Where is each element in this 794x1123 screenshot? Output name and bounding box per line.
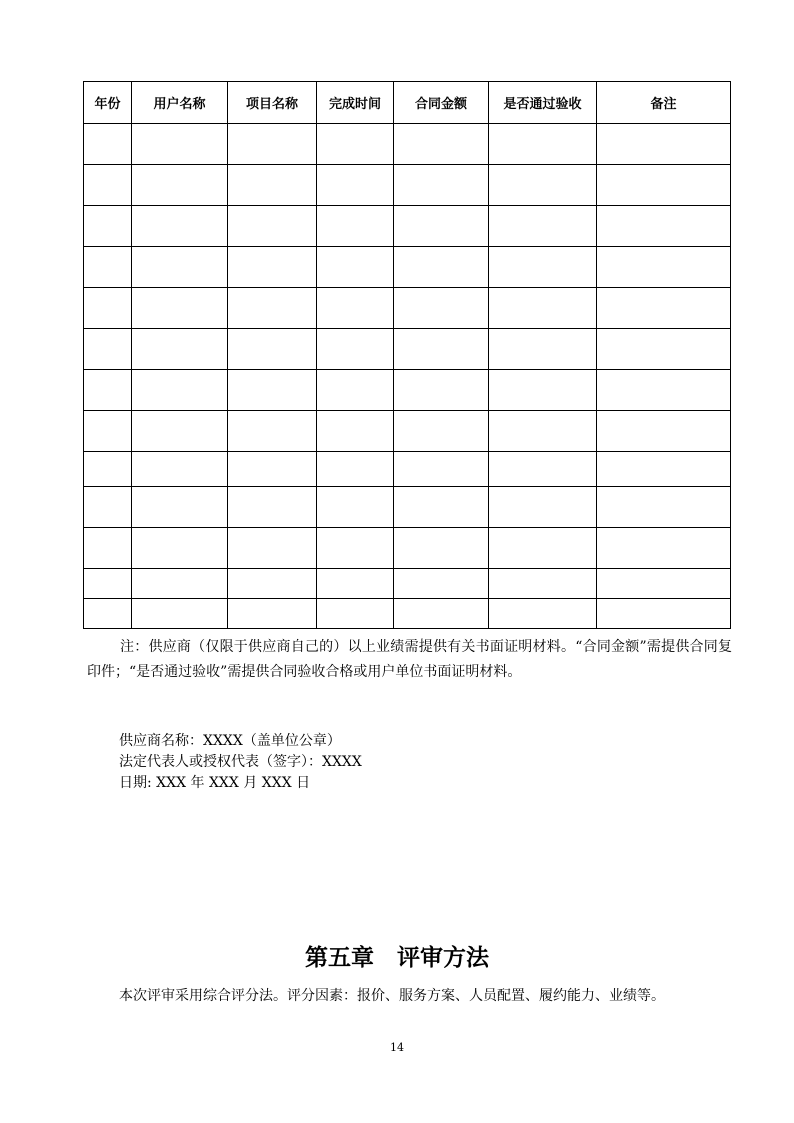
table-cell[interactable]: [597, 288, 731, 329]
table-cell[interactable]: [84, 528, 132, 569]
table-cell[interactable]: [489, 247, 597, 288]
table-row: [84, 528, 731, 569]
table-cell[interactable]: [228, 599, 317, 629]
table-cell[interactable]: [317, 288, 394, 329]
table-cell[interactable]: [317, 528, 394, 569]
table-cell[interactable]: [84, 569, 132, 599]
table-cell[interactable]: [228, 165, 317, 206]
table-cell[interactable]: [597, 411, 731, 452]
header-completion-time: 完成时间: [317, 82, 394, 124]
table-cell[interactable]: [228, 411, 317, 452]
table-cell[interactable]: [228, 288, 317, 329]
table-cell[interactable]: [317, 329, 394, 370]
table-row: [84, 452, 731, 487]
table-row: [84, 288, 731, 329]
table-cell[interactable]: [228, 452, 317, 487]
table-cell[interactable]: [597, 165, 731, 206]
table-cell[interactable]: [228, 569, 317, 599]
table-cell[interactable]: [228, 528, 317, 569]
header-year: 年份: [84, 82, 132, 124]
table-cell[interactable]: [132, 452, 228, 487]
table-cell[interactable]: [317, 206, 394, 247]
table-cell[interactable]: [597, 206, 731, 247]
table-cell[interactable]: [84, 599, 132, 629]
table-cell[interactable]: [84, 165, 132, 206]
table-cell[interactable]: [132, 247, 228, 288]
table-cell[interactable]: [317, 452, 394, 487]
table-cell[interactable]: [489, 329, 597, 370]
table-cell[interactable]: [317, 370, 394, 411]
table-cell[interactable]: [489, 569, 597, 599]
table-cell[interactable]: [132, 206, 228, 247]
performance-table: [83, 81, 731, 629]
table-cell[interactable]: [394, 124, 489, 165]
table-cell[interactable]: [489, 165, 597, 206]
table-row: [84, 206, 731, 247]
table-cell[interactable]: [597, 599, 731, 629]
table-cell[interactable]: [132, 487, 228, 528]
table-cell[interactable]: [228, 206, 317, 247]
table-cell[interactable]: [132, 528, 228, 569]
table-cell[interactable]: [489, 487, 597, 528]
table-cell[interactable]: [228, 487, 317, 528]
table-cell[interactable]: [228, 247, 317, 288]
table-cell[interactable]: [84, 487, 132, 528]
table-cell[interactable]: [317, 487, 394, 528]
table-cell[interactable]: [394, 452, 489, 487]
table-cell[interactable]: [84, 452, 132, 487]
supplier-name-line: 供应商名称：XXXX（盖单位公章）: [119, 733, 341, 749]
evaluation-method-text: 本次评审采用综合评分法。评分因素：报价、服务方案、人员配置、履约能力、业绩等。: [119, 988, 665, 1004]
table-cell[interactable]: [394, 411, 489, 452]
table-cell[interactable]: [597, 528, 731, 569]
table-cell[interactable]: [317, 411, 394, 452]
table-cell[interactable]: [317, 599, 394, 629]
header-remarks: 备注: [597, 82, 731, 124]
table-row: [84, 487, 731, 528]
table-cell[interactable]: [489, 206, 597, 247]
page-number: 14: [390, 1041, 404, 1054]
table-cell[interactable]: [394, 206, 489, 247]
table-cell[interactable]: [394, 247, 489, 288]
table-cell[interactable]: [132, 288, 228, 329]
table-cell[interactable]: [394, 528, 489, 569]
table-cell[interactable]: [597, 124, 731, 165]
table-body: [84, 124, 731, 629]
table-cell[interactable]: [597, 569, 731, 599]
table-cell[interactable]: [489, 288, 597, 329]
header-acceptance: 是否通过验收: [489, 82, 597, 124]
header-project-name: 项目名称: [228, 82, 317, 124]
table-cell[interactable]: [597, 370, 731, 411]
table-cell[interactable]: [317, 124, 394, 165]
table-row: [84, 599, 731, 629]
table-cell[interactable]: [228, 124, 317, 165]
table-cell[interactable]: [132, 411, 228, 452]
table-row: [84, 411, 731, 452]
table-cell[interactable]: [317, 569, 394, 599]
table-header-row: [84, 82, 731, 124]
table-cell[interactable]: [394, 569, 489, 599]
table-cell[interactable]: [394, 288, 489, 329]
table-row: [84, 370, 731, 411]
table-cell[interactable]: [132, 329, 228, 370]
table-cell[interactable]: [84, 124, 132, 165]
table-cell[interactable]: [489, 452, 597, 487]
table-cell[interactable]: [228, 329, 317, 370]
table-row: [84, 165, 731, 206]
table-cell[interactable]: [394, 329, 489, 370]
table-cell[interactable]: [394, 165, 489, 206]
representative-line: 法定代表人或授权代表（签字）：XXXX: [119, 754, 362, 770]
table-cell[interactable]: [597, 452, 731, 487]
table-cell[interactable]: [132, 370, 228, 411]
table-row: [84, 247, 731, 288]
table-cell[interactable]: [132, 165, 228, 206]
table-cell[interactable]: [489, 124, 597, 165]
header-contract-amount: 合同金额: [394, 82, 489, 124]
table-cell[interactable]: [84, 206, 132, 247]
chapter-title: 第五章 评审方法: [305, 945, 489, 971]
header-customer-name: 用户名称: [132, 82, 228, 124]
table-cell[interactable]: [132, 124, 228, 165]
table-cell[interactable]: [394, 599, 489, 629]
table-cell[interactable]: [84, 288, 132, 329]
table-cell[interactable]: [489, 411, 597, 452]
table-cell[interactable]: [84, 370, 132, 411]
table-cell[interactable]: [489, 599, 597, 629]
table-cell[interactable]: [597, 329, 731, 370]
table-cell[interactable]: [489, 370, 597, 411]
table-row: [84, 569, 731, 599]
table-cell[interactable]: [228, 370, 317, 411]
table-cell[interactable]: [489, 528, 597, 569]
table-cell[interactable]: [317, 247, 394, 288]
table-note: 注：供应商（仅限于供应商自己的）以上业绩需提供有关书面证明材料。“合同金额”需提供合同复印件；“是否通过验收”需提供合同验收合格或用户单位书面证明材料。: [87, 639, 732, 680]
table-cell[interactable]: [597, 247, 731, 288]
table-cell[interactable]: [317, 165, 394, 206]
table-cell[interactable]: [84, 247, 132, 288]
table-cell[interactable]: [84, 411, 132, 452]
table-cell[interactable]: [132, 599, 228, 629]
table-cell[interactable]: [394, 487, 489, 528]
table-row: [84, 124, 731, 165]
table-cell[interactable]: [132, 569, 228, 599]
table-cell[interactable]: [394, 370, 489, 411]
table-row: [84, 329, 731, 370]
table-cell[interactable]: [597, 487, 731, 528]
date-line: 日期: XXX 年 XXX 月 XXX 日: [119, 775, 311, 791]
table-cell[interactable]: [84, 329, 132, 370]
